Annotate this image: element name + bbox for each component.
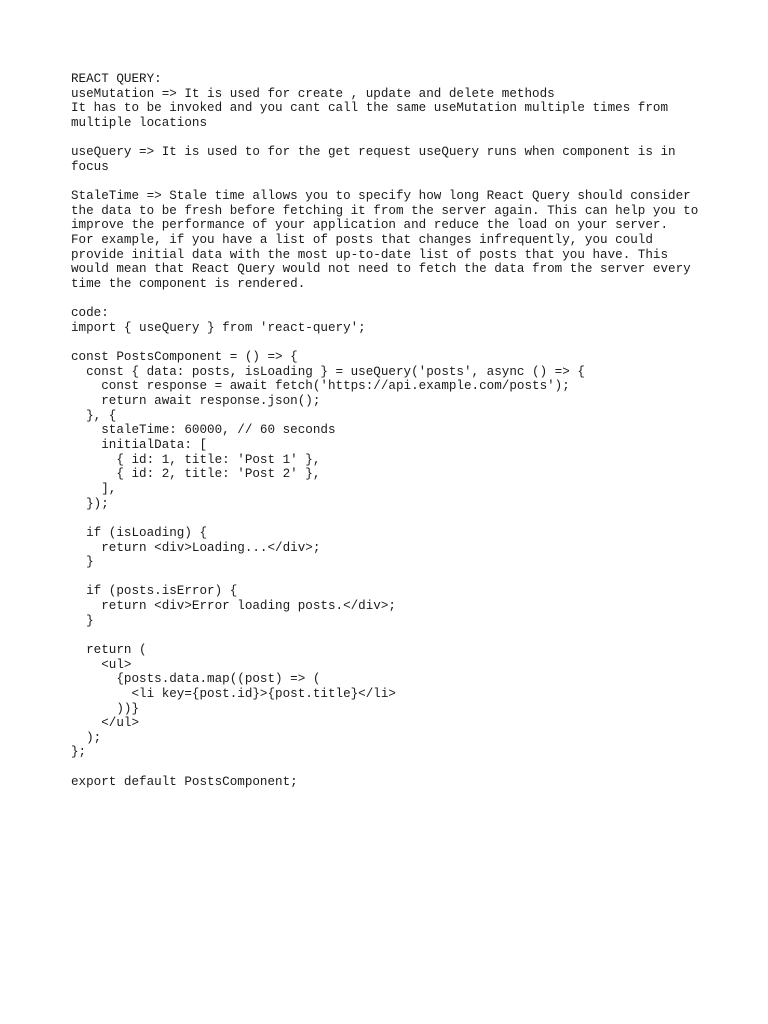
document-text — [71, 72, 711, 789]
code-line: return <div>Loading...</div>; — [71, 540, 321, 555]
blank-line — [71, 336, 711, 351]
code-line: if (isLoading) { — [71, 525, 208, 540]
code-line: { id: 2, title: 'Post 2' }, — [71, 467, 321, 482]
code-line: staleTime: 60000, // 60 seconds — [71, 423, 336, 438]
code-line: const { data: posts, isLoading } = useQuery('posts', async () => { — [71, 364, 585, 379]
text-line: improve the performance of your application and reduce the load on your server. — [71, 218, 669, 233]
text-line: StaleTime => Stale time allows you to specify how long React Query should consider — [71, 189, 691, 204]
text-line: focus — [71, 159, 109, 174]
code-line: }; — [71, 745, 87, 760]
code-line: ))} — [71, 701, 140, 716]
blank-line — [71, 570, 711, 585]
text-line: It has to be invoked and you cant call the same useMutation multiple times from — [71, 101, 669, 116]
code-line: }); — [71, 496, 109, 511]
code-line: return <div>Error loading posts.</div>; — [71, 599, 396, 614]
code-line: <li key={post.id}>{post.title}</li> — [71, 686, 396, 701]
blank-line — [71, 292, 711, 307]
text-line: would mean that React Query would not need to fetch the data from the server every — [71, 262, 691, 277]
code-line: export default PostsComponent; — [71, 774, 298, 789]
code-line: initialData: [ — [71, 438, 208, 453]
code-line: { id: 1, title: 'Post 1' }, — [71, 452, 321, 467]
text-line: multiple locations — [71, 115, 208, 130]
code-line: const PostsComponent = () => { — [71, 350, 298, 365]
code-line: {posts.data.map((post) => ( — [71, 672, 321, 687]
text-line: useQuery => It is used to for the get request useQuery runs when component is in — [71, 145, 676, 160]
blank-line — [71, 760, 711, 775]
code-line: <ul> — [71, 657, 132, 672]
code-line: } — [71, 613, 94, 628]
blank-line — [71, 628, 711, 643]
text-line: provide initial data with the most up-to-date list of posts that you have. This — [71, 247, 669, 262]
code-line: </ul> — [71, 716, 140, 731]
text-line: useMutation => It is used for create , update and delete methods — [71, 86, 555, 101]
blank-line — [71, 131, 711, 146]
text-line: the data to be fresh before fetching it from the server again. This can help you to — [71, 203, 699, 218]
code-line: const response = await fetch('https://api.example.com/posts'); — [71, 379, 570, 394]
code-line: return await response.json(); — [71, 394, 321, 409]
text-line: REACT QUERY: — [71, 72, 162, 86]
code-line: } — [71, 555, 94, 570]
code-line: if (posts.isError) { — [71, 584, 238, 599]
blank-line — [71, 511, 711, 526]
code-line: ], — [71, 481, 117, 496]
text-line: time the component is rendered. — [71, 276, 306, 291]
code-line: ); — [71, 730, 102, 745]
code-line: import { useQuery } from 'react-query'; — [71, 320, 366, 335]
code-line: }, { — [71, 408, 117, 423]
text-line: code: — [71, 306, 109, 321]
blank-line — [71, 174, 711, 189]
text-line: For example, if you have a list of posts that changes infrequently, you could — [71, 233, 653, 248]
code-line: return ( — [71, 642, 147, 657]
